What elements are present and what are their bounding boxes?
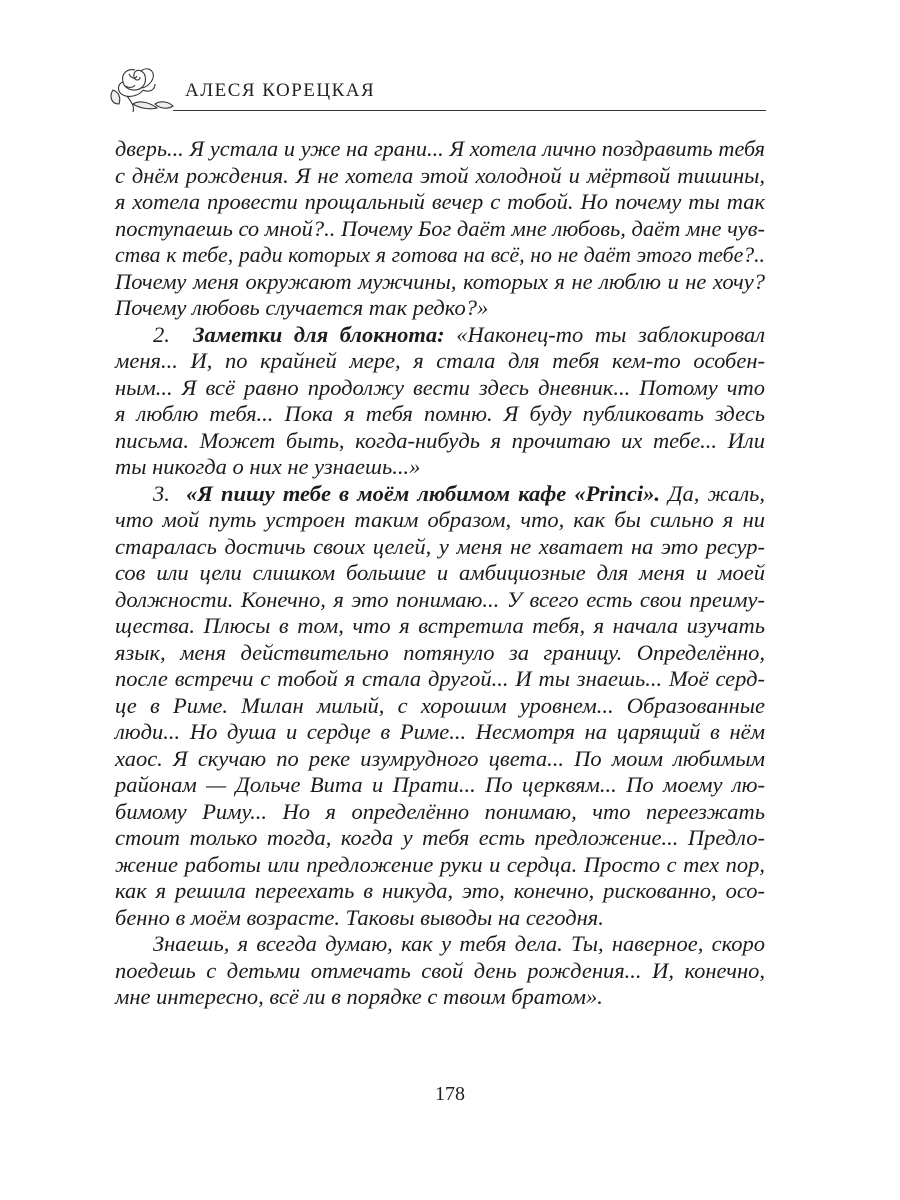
list-item-title: Заметки для блокнота: (193, 321, 445, 347)
author-name: АЛЕСЯ КОРЕЦКАЯ (185, 80, 376, 101)
text-line: я хотела провести прощальный вечер с тобой. Но почему ты так (115, 189, 765, 214)
list-item-text: Да, жаль, (668, 480, 766, 506)
text-line: с днём рождения. Я не хотела этой холодной и мёртвой тишины, (115, 162, 765, 188)
page-number: 178 (435, 1083, 465, 1105)
text-line: ным... Я всё равно продолжу вести здесь дневник... Потому что (115, 374, 765, 400)
text-line: старалась достичь своих целей, у меня не хватает на это ресур- (115, 533, 765, 559)
text-line: бенно в моём возрасте. Таковы выводы на сегодня. (115, 904, 604, 930)
text-line: ства к тебе, ради которых я готова на всё, но не даёт этого тебе?.. (115, 243, 765, 267)
text-line: как я решила переехать в никуда, это, конечно, рискованно, осо- (115, 878, 765, 903)
body-text (115, 136, 765, 1011)
list-item-3-first-line (115, 481, 765, 508)
text-line: Почему любовь случается так редко?» (115, 295, 489, 320)
text-line: что мой путь устроен таким образом, что, как бы сильно я ни (115, 507, 765, 532)
text-line: районам — Дольче Вита и Прати... По церквям... По моему лю- (115, 772, 765, 797)
rose-icon (105, 60, 175, 115)
text-line: дверь... Я устала и уже на грани... Я хотела лично поздравить тебя (115, 136, 765, 161)
text-line: мне интересно, всё ли в порядке с твоим братом». (115, 984, 603, 1009)
text-line: бимому Риму... Но я определённо понимаю, что переезжать (115, 798, 765, 824)
header-rule (173, 110, 766, 111)
list-item-2-first-line (115, 322, 765, 349)
text-line: поедешь с детьми отмечать свой день рождения... И, конечно, (115, 957, 765, 983)
list-number: 3. (153, 480, 170, 506)
text-line: це в Риме. Милан милый, с хорошим уровнем... Образованные (115, 692, 765, 718)
list-item-text: «Наконец-то ты заблокировал (456, 321, 766, 347)
list-number: 2. (153, 321, 170, 347)
text-line: Почему меня окружают мужчины, которых я не люблю и не хочу? (115, 268, 765, 294)
text-line: сов или цели слишком большие и амбициозные для меня и моей (115, 560, 765, 585)
text-line: хаос. Я скучаю по реке изумрудного цвета... По моим любимым (115, 745, 765, 771)
text-line: язык, меня действительно потянуло за границу. Определённо, (115, 639, 765, 665)
closing-paragraph-first-line: Знаешь, я всегда думаю, как у тебя дела. Ты, наверное, скоро (153, 931, 765, 956)
text-line: после встречи с тобой я стала другой... И ты знаешь... Моё серд- (115, 666, 765, 691)
text-line: письма. Может быть, когда-нибудь я прочитаю их тебе... Или (115, 427, 765, 453)
text-line: люди... Но душа и сердце в Риме... Несмотря на царящий в нём (115, 719, 765, 744)
text-line: должности. Конечно, я это понимаю... У всего есть свои преиму- (115, 586, 765, 612)
list-item-title: «Я пишу тебе в моём любимом кафе «Princi». (186, 480, 661, 506)
text-line: жение работы или предложение руки и сердца. Просто с тех пор, (115, 851, 765, 877)
text-line: поступаешь со мной?.. Почему Бог даёт мне любовь, даёт мне чув- (115, 215, 766, 241)
running-header (105, 60, 765, 120)
text-line: стоит только тогда, когда у тебя есть предложение... Предло- (115, 825, 765, 850)
text-line: меня... И, по крайней мере, я стала для тебя кем-то особен- (115, 348, 765, 373)
text-line: я люблю тебя... Пока я тебя помню. Я буду публиковать здесь (115, 401, 765, 426)
text-line: щества. Плюсы в том, что я встретила тебя, я начала изучать (115, 613, 765, 638)
text-line: ты никогда о них не узнаешь...» (115, 454, 421, 479)
